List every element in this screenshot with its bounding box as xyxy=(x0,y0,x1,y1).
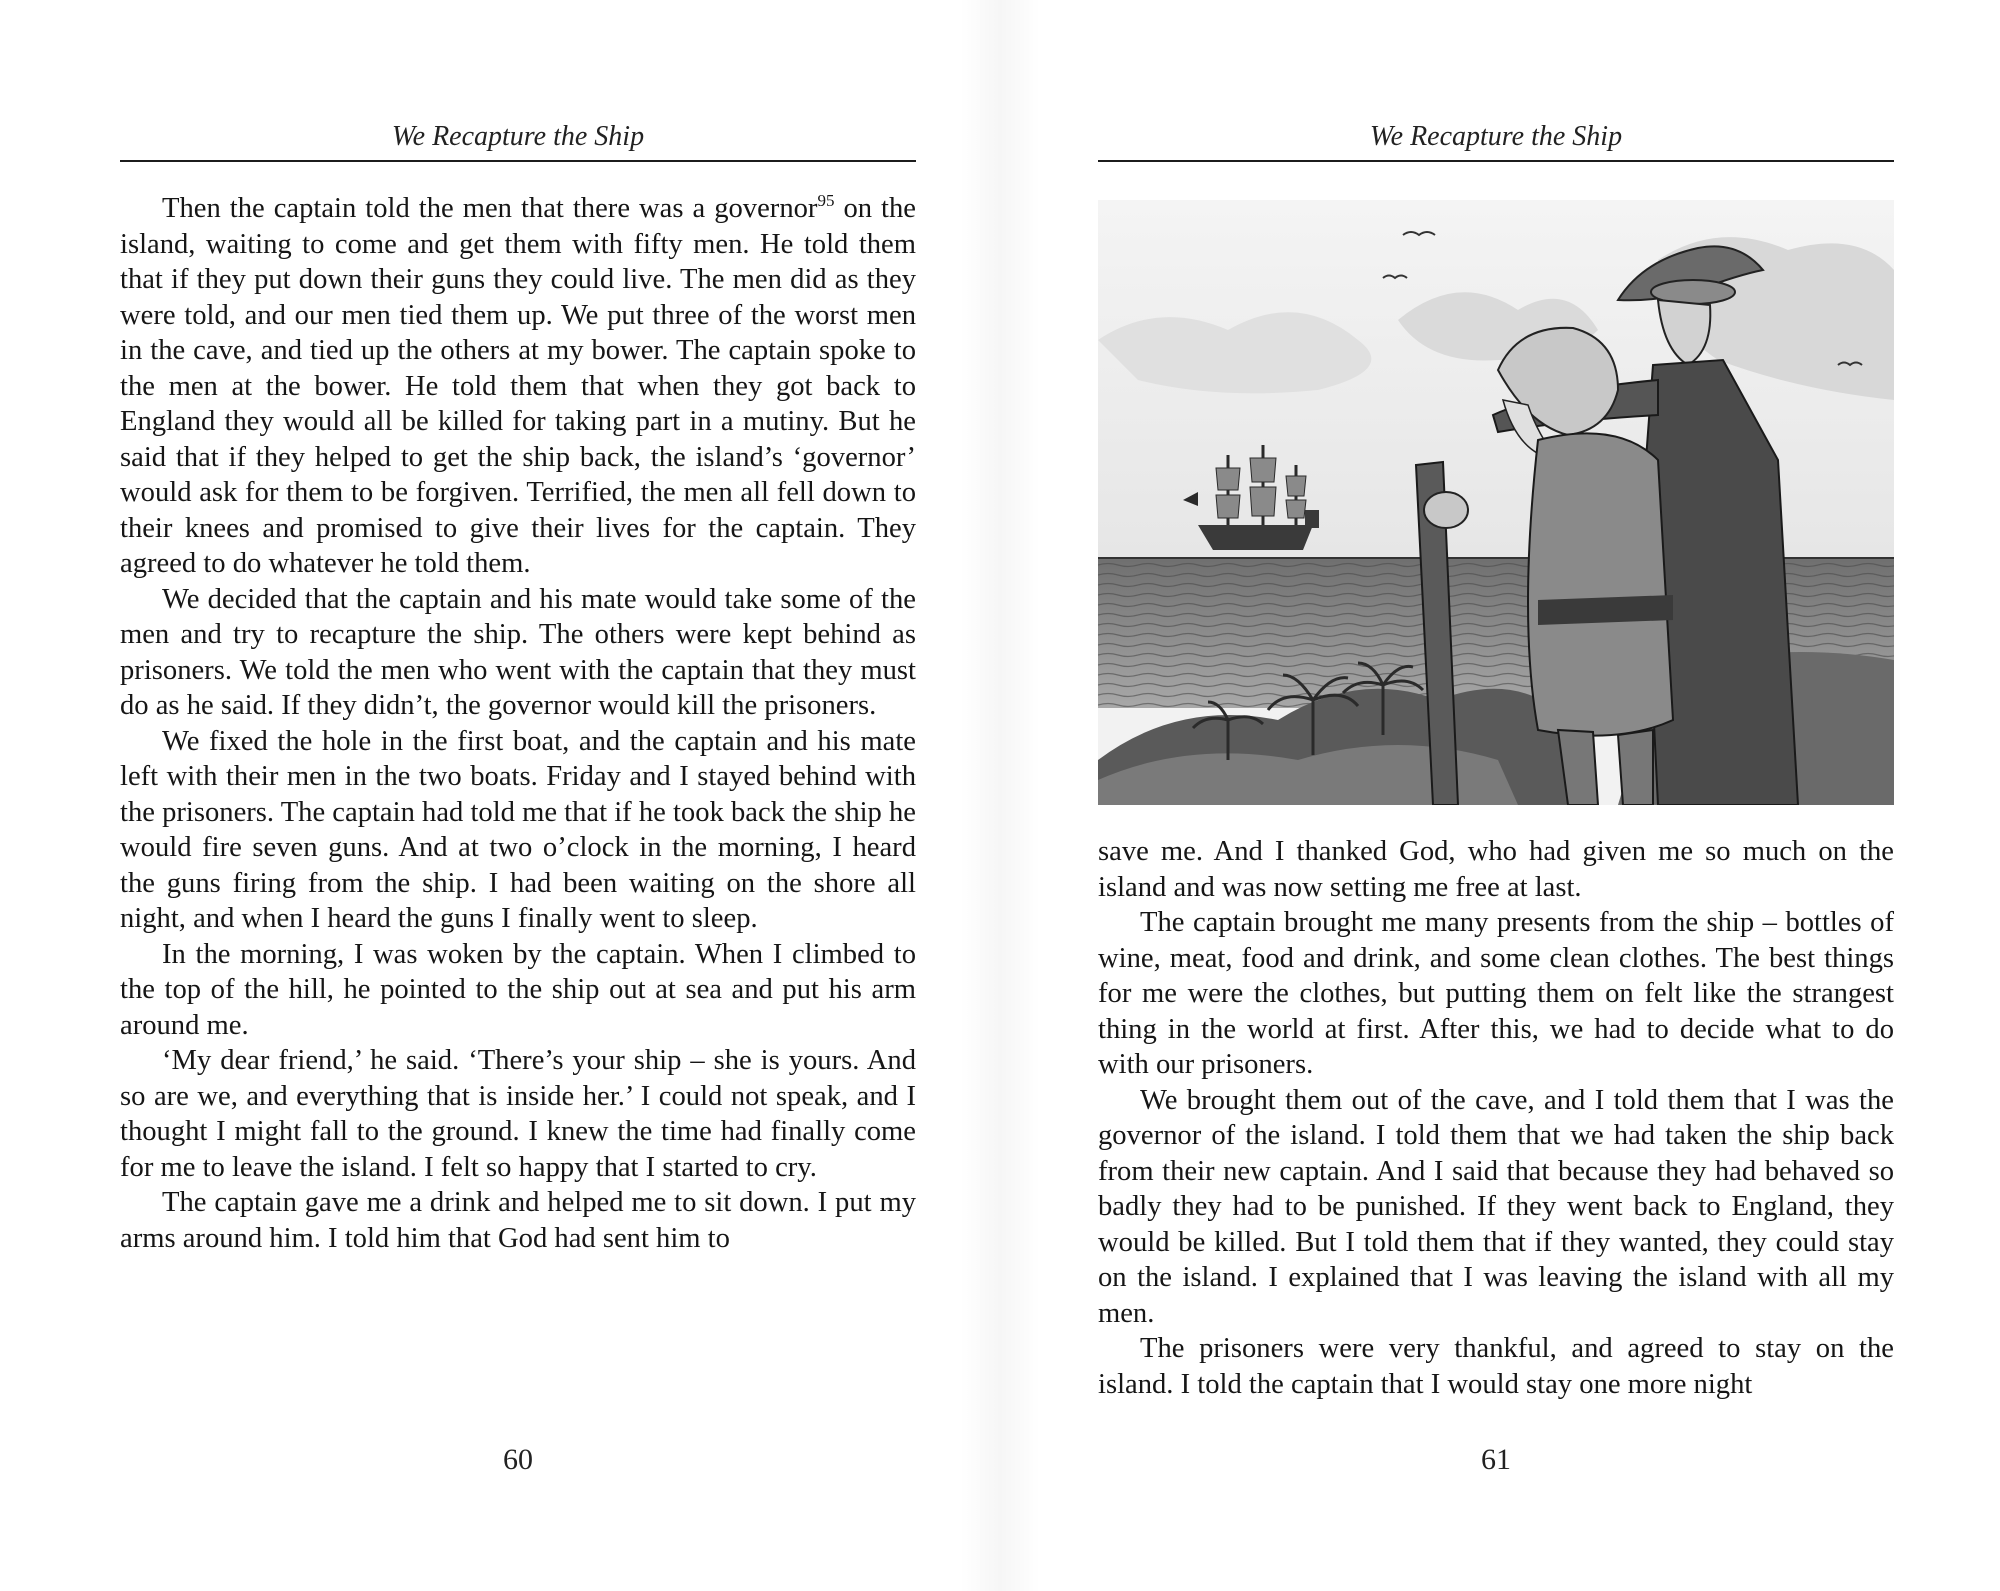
footnote-marker: 95 xyxy=(817,191,835,210)
page-number: 60 xyxy=(503,1443,533,1476)
header-rule xyxy=(120,160,916,162)
paragraph-2: The captain brought me many presents from the ship – bottles of wine, meat, food and drink, and some clean clothes. The best things for me were the clothes, but putting them on felt like the strangest thing in the world at first. After this, we had to decide what to do with our prisoners. xyxy=(1098,907,1894,1080)
paragraph-3: We fixed the hole in the first boat, and the captain and his mate left with their men in the two boats. Friday and I stayed behind with the prisoners. The captain had told me that if he took back the ship he would fire seven guns. And at two o’clock in the morning, I heard the guns firing from the ship. I had been waiting on the shore all night, and when I heard the guns I finally went to sleep. xyxy=(120,725,916,934)
paragraph-4: In the morning, I was woken by the captain. When I climbed to the top of the hill, he pointed to the ship out at sea and put his arm around me. xyxy=(120,938,916,1041)
running-head: We Recapture the Ship xyxy=(391,121,645,152)
paragraph-text: on the island, waiting to come and get them with fifty men. He told them that if they put down their guns they could live. The men did as they were told, and our men tied them up. We put three of the worst men in the cave, and tied up the others at my bower. The captain spoke to the men at the bower. He told them that when they got back to England they would all be killed for taking part in a mutiny. But he said that if they helped to get the ship back, the island’s ‘governor’ would ask for them to be forgiven. Terrified, the men all fell down to their knees and promised to give their lives for the captain. They agreed to do whatever he told them. xyxy=(120,193,916,579)
body-text xyxy=(1098,834,1894,1402)
paragraph-1 xyxy=(120,191,916,582)
paragraph-3: We brought them out of the cave, and I told them that I was the governor of the island. I told them that we had taken the ship back from their new captain. And I said that because they had behaved so badly they had to be punished. If they went back to England, they would be killed. But I told them that if they wanted, they could stay on the island. I explained that I was leaving the island with all my men. xyxy=(1098,1084,1894,1329)
paragraph-1: save me. And I thanked God, who had given me so much on the island and was now setting me free at last. xyxy=(1098,836,1894,903)
paragraph-2: We decided that the captain and his mate would take some of the men and try to recapture the ship. The others were kept behind as prisoners. We told the men who went with the captain that they must do as he said. If they didn’t, the governor would kill the prisoners. xyxy=(120,583,916,721)
body-text xyxy=(120,191,916,1256)
right-page xyxy=(1000,0,2000,1591)
running-head: We Recapture the Ship xyxy=(1369,121,1623,152)
paragraph-text: Then the captain told the men that there was a governor xyxy=(162,193,818,224)
header-rule xyxy=(1098,160,1894,162)
illustration-captain-and-crusoe-on-hill xyxy=(1098,200,1894,805)
paragraph-4: The prisoners were very thankful, and agreed to stay on the island. I told the captain that I would stay one more night xyxy=(1098,1333,1894,1400)
page-number: 61 xyxy=(1481,1443,1511,1476)
paragraph-5: ‘My dear friend,’ he said. ‘There’s your ship – she is yours. And so are we, and everything that is inside her.’ I could not speak, and I thought I might fall to the ground. I knew the time had finally come for me to leave the island. I felt so happy that I started to cry. xyxy=(120,1045,916,1183)
paragraph-6: The captain gave me a drink and helped me to sit down. I put my arms around him. I told him that God had sent him to xyxy=(120,1187,916,1254)
